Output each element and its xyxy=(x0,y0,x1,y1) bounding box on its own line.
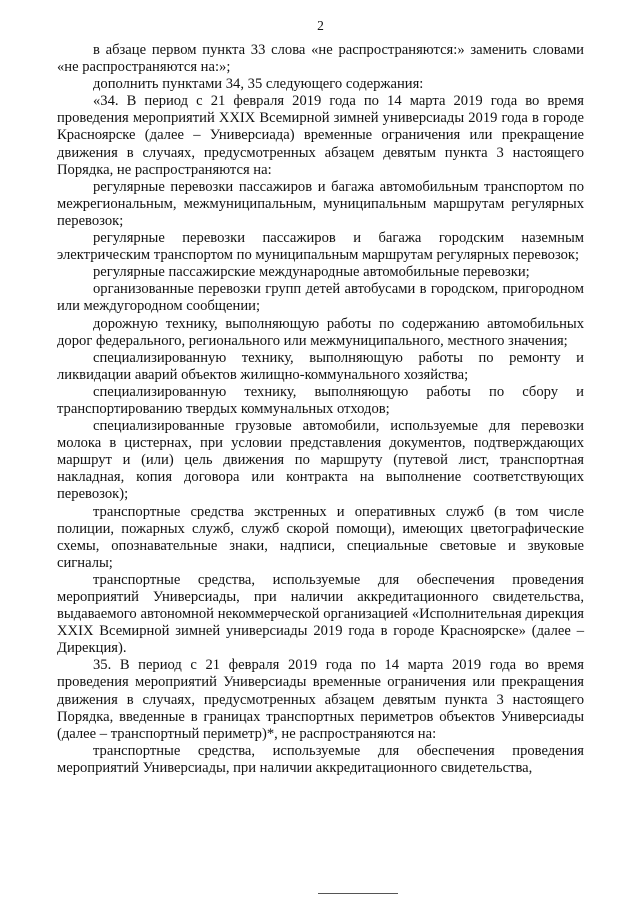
page-number: 2 xyxy=(317,18,324,33)
list-item-universiade-vehicles: транспортные средства, используемые для обеспечения проведения мероприятий Универсиады, при наличии аккредитационного свидетельства, выдаваемого автономной некоммерческой организацией «Исполнительная дирекция XXIX Всемирной зимней универсиады 2019 года в городе Красноярске» (далее – Дирекция). xyxy=(57,571,584,657)
list-item-regular-electric: регулярные перевозки пассажиров и багажа городским наземным электрическим транспортом по муниципальным маршрутам регулярных перевозок; xyxy=(57,230,584,264)
list-item-international: регулярные пассажирские международные автомобильные перевозки; xyxy=(93,264,530,281)
list-item-utility-repair: специализированную технику, выполняющую работы по ремонту и ликвидации аварий объектов жилищно-коммунального хозяйства; xyxy=(57,349,584,383)
list-item-emergency-services: транспортные средства экстренных и оперативных служб (в том числе полиции, пожарных служб, служб скорой помощи), имеющих цветографические схемы, опознавательные знаки, надписи, специальные световые и звуковые сигналы; xyxy=(57,503,584,571)
list-item-perimeter-vehicles: транспортные средства, используемые для обеспечения проведения мероприятий Универсиады, при наличии аккредитационного свидетельства, xyxy=(57,742,584,776)
paragraph-amend-p33: в абзаце первом пункта 33 слова «не распространяются:» заменить словами «не распространяются на:»; xyxy=(57,42,584,76)
paragraph-point-35: 35. В период с 21 февраля 2019 года по 14 марта 2019 года во время проведения мероприятий Универсиады временные ограничения или прекращения движения в случаях, предусмотренных абзацем девятым пункта 3 настоящего Порядка, введенные в границах транспортных периметров объектов Универсиады (далее – транспортный периметр)*, не распространяются на: xyxy=(57,657,584,742)
footnote-separator xyxy=(318,893,398,894)
list-item-road-maintenance: дорожную технику, выполняющую работы по содержанию автомобильных дорог федерального, регионального или межмуниципального, местного значения; xyxy=(57,315,584,349)
list-item-waste-collection: специализированную технику, выполняющую работы по сбору и транспортированию твердых коммунальных отходов; xyxy=(57,383,584,417)
list-item-milk-transport: специализированные грузовые автомобили, используемые для перевозки молока в цистернах, при условии представления документов, подтверждающих маршрут и (или) цель движения по маршруту (путевой лист, транспортная накладная, копия договора или контракта на выполнение соответствующих перевозок); xyxy=(57,418,584,503)
paragraph-point-34: «34. В период с 21 февраля 2019 года по 14 марта 2019 года во время проведения мероприятий XXIX Всемирной зимней универсиады 2019 года в городе Красноярске (далее – Универсиада) временные ограничения или прекращение движения в случаях, предусмотренных абзацем девятым пункта 3 настоящего Порядка, не распространяются на: xyxy=(57,93,584,178)
document-page xyxy=(57,18,584,777)
paragraph-add-points: дополнить пунктами 34, 35 следующего содержания: xyxy=(93,76,424,93)
list-item-children-groups: организованные перевозки групп детей автобусами в городском, пригородном или междугородном сообщении; xyxy=(57,281,584,315)
list-item-regular-auto: регулярные перевозки пассажиров и багажа автомобильным транспортом по межрегиональным, межмуниципальным, муниципальным маршрутам регулярных перевозок; xyxy=(57,178,584,229)
